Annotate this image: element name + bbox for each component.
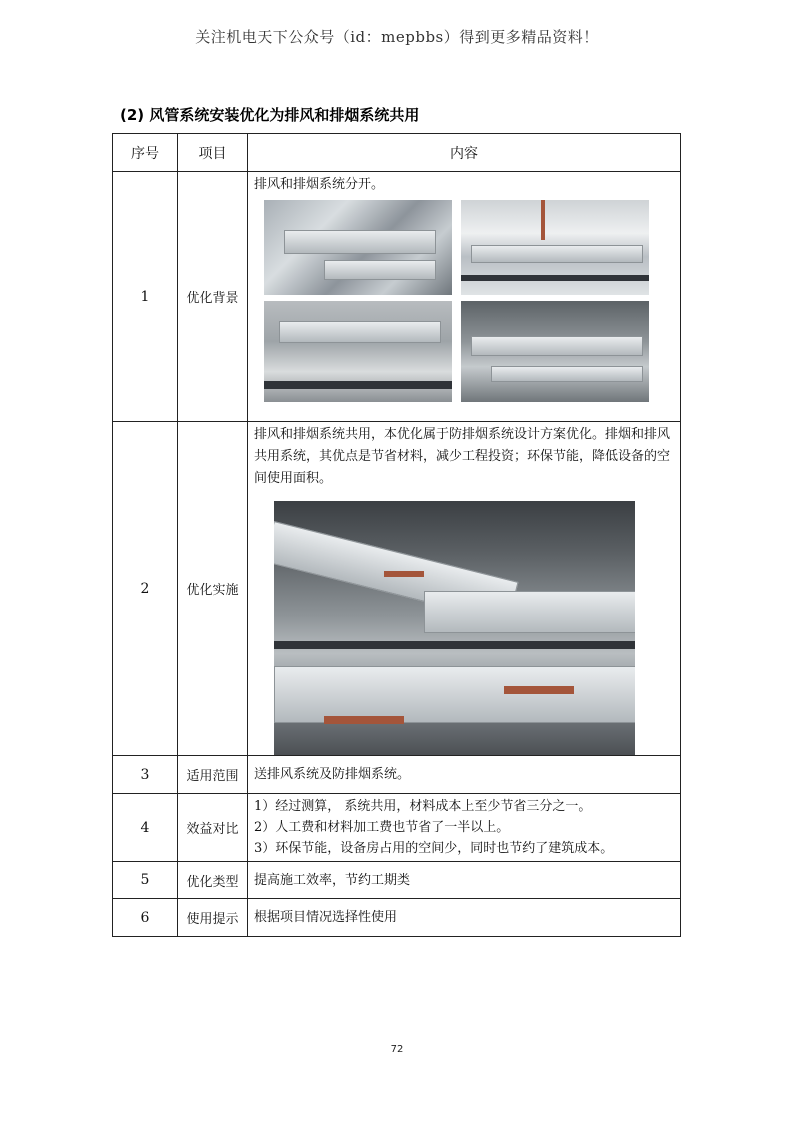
separate-duct-photo	[461, 200, 649, 295]
benefit-line: 3）环保节能，设备房占用的空间少，同时也节约了建筑成本。	[254, 841, 614, 856]
table-row	[113, 899, 681, 937]
benefit-line: 2）人工费和材料加工费也节省了一半以上。	[254, 820, 510, 835]
shared-duct-photo	[274, 501, 635, 755]
separate-duct-photo	[264, 200, 452, 295]
row-item: 效益对比	[178, 794, 248, 862]
row-item: 优化实施	[178, 422, 248, 756]
table-row	[113, 794, 681, 862]
row-item: 使用提示	[178, 899, 248, 937]
row-num: 2	[113, 422, 178, 756]
row-item: 优化背景	[178, 172, 248, 422]
page-header-note: 关注机电天下公众号（id：mepbbs）得到更多精品资料！	[195, 28, 599, 46]
row-content: 提高施工效率，节约工期类	[248, 862, 681, 899]
table-row	[113, 756, 681, 794]
row-content	[248, 422, 681, 756]
table-row	[113, 862, 681, 899]
row-num: 4	[113, 794, 178, 862]
separate-duct-photo	[461, 301, 649, 402]
row-text: 排风和排烟系统共用，本优化属于防排烟系统设计方案优化。排烟和排风共用系统，其优点是节省材料，减少工程投资；环保节能，降低设备的空间使用面积。	[254, 427, 671, 486]
row-content	[248, 172, 681, 422]
row-num: 1	[113, 172, 178, 422]
row-num: 3	[113, 756, 178, 794]
benefit-line: 1）经过测算， 系统共用，材料成本上至少节省三分之一。	[254, 799, 592, 814]
header-content: 内容	[248, 134, 681, 172]
row-item: 适用范围	[178, 756, 248, 794]
row-content	[248, 794, 681, 862]
table-row	[113, 172, 681, 422]
header-num: 序号	[113, 134, 178, 172]
row-num: 6	[113, 899, 178, 937]
optimization-table	[112, 133, 681, 937]
section-title: (2) 风管系统安装优化为排风和排烟系统共用	[120, 106, 420, 124]
table-row	[113, 422, 681, 756]
separate-duct-photo	[264, 301, 452, 402]
table-header-row	[113, 134, 681, 172]
row-content: 根据项目情况选择性使用	[248, 899, 681, 937]
row-num: 5	[113, 862, 178, 899]
row-item: 优化类型	[178, 862, 248, 899]
page-number: 72	[390, 1044, 404, 1055]
header-item: 项目	[178, 134, 248, 172]
row-text: 排风和排烟系统分开。	[254, 177, 385, 192]
duct-photo-grid	[264, 200, 674, 402]
row-content: 送排风系统及防排烟系统。	[248, 756, 681, 794]
